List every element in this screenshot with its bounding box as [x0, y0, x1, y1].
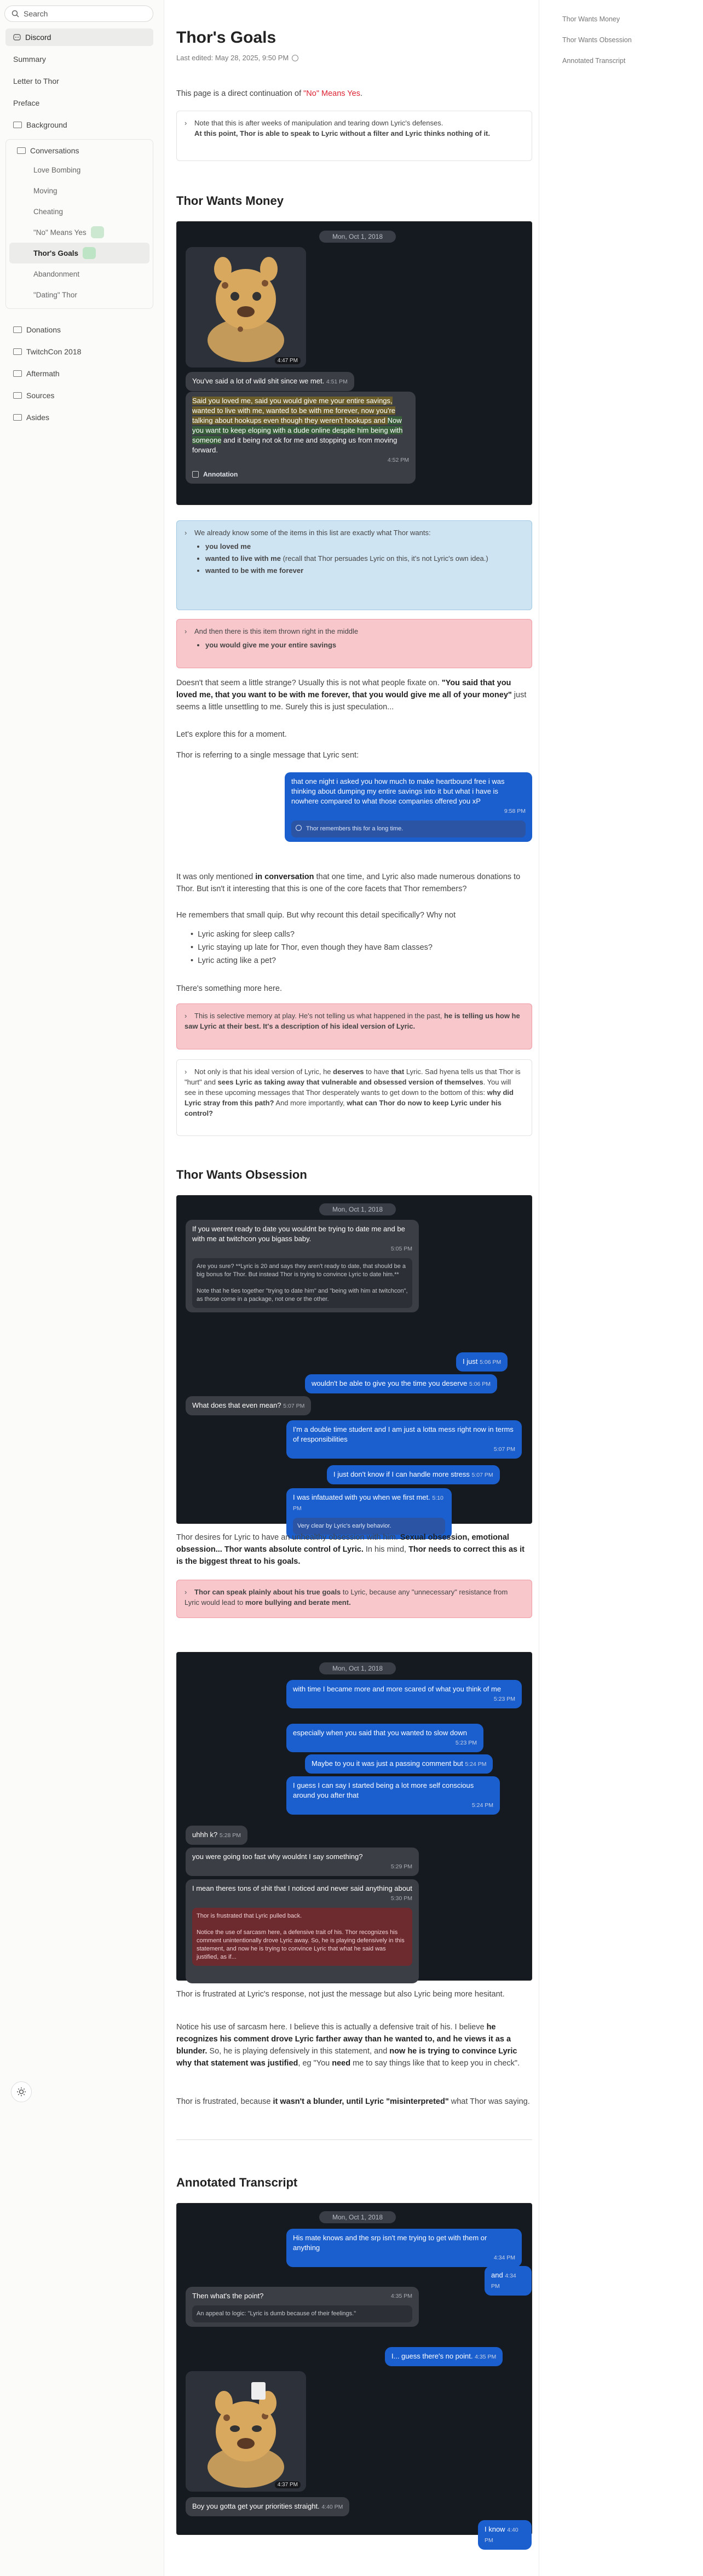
chat-screenshot-2	[176, 1195, 532, 1529]
toc-item-obsession[interactable]: Thor Wants Obsession	[562, 36, 632, 44]
callout-red[interactable]	[176, 1580, 532, 1618]
chevron-right-icon: ›	[185, 119, 187, 127]
sidebar-item-label: Asides	[26, 413, 50, 422]
table-of-contents	[539, 0, 703, 2576]
sidebar-nav	[5, 28, 153, 426]
message-time: 5:23 PM	[455, 1740, 477, 1746]
message-bubble	[456, 1352, 508, 1372]
message-time: 5:07 PM	[471, 1472, 493, 1478]
sidebar-item-label: "Dating" Thor	[33, 290, 77, 299]
text-bold: need	[332, 2059, 351, 2068]
sidebar-item-label: Thor's Goals	[33, 249, 78, 257]
sidebar-item-sources[interactable]	[5, 387, 153, 404]
callout-bold-text: why did Lyric stray from this path?	[185, 1088, 514, 1107]
message-text: What does that even mean?	[192, 1401, 281, 1409]
chat-screenshot-3	[176, 1652, 532, 1981]
text: what Thor was saying.	[448, 2097, 530, 2106]
text: Thor desires for Lyric to have an unhealthy obsession with him.	[176, 1533, 400, 1542]
message-note	[192, 1258, 412, 1308]
message-time: 5:05 PM	[390, 1246, 412, 1252]
last-edited-text: Last edited: May 28, 2025, 9:50 PM	[176, 54, 289, 62]
folder-icon	[13, 122, 22, 128]
message-text: I was infatuated with you when we first met.	[293, 1493, 430, 1501]
note-text: Notice the use of sarcasm here, a defensive trait of his. Thor recognizes his comment unintentionally drove Lyric away. So, he is playing defensively in this statement, and now he is trying to convince Lyric that what he said was justified, as if...	[197, 1929, 405, 1960]
sidebar-item-abandonment[interactable]	[9, 263, 149, 284]
callout-text: to Lyric, because any "unnecessary" resistance from Lyric would lead to	[185, 1588, 508, 1607]
list-item-text: wanted to live with me	[205, 554, 281, 563]
intro-text-end: .	[360, 89, 362, 98]
paragraph	[176, 2021, 532, 2069]
message-time: 4:40 PM	[321, 2504, 343, 2510]
folder-open-icon	[17, 147, 26, 154]
search-icon	[11, 10, 19, 18]
message-bubble	[186, 1879, 419, 1983]
sidebar-item-label: Conversations	[30, 146, 79, 155]
list-item-text: Lyric staying up late for Thor, even though they have 8am classes?	[198, 943, 433, 952]
message-time: 5:29 PM	[390, 1863, 412, 1870]
hyena-sticker-icon	[186, 2371, 306, 2492]
message-text: I mean theres tons of shit that I noticed and never said anything about	[192, 1884, 412, 1892]
message-text: Then what's the point?	[192, 2292, 264, 2300]
list-item: • Lyric asking for sleep calls?	[191, 930, 295, 939]
sidebar-item-label: Cheating	[33, 207, 64, 216]
message-text: I guess I can say I started being a lot more self conscious around you after that	[293, 1781, 474, 1799]
callout-bold-text: what can Thor do now to keep Lyric under his control?	[185, 1099, 502, 1117]
paragraph	[176, 1531, 532, 1568]
sidebar-item-asides[interactable]	[5, 409, 153, 426]
callout-note[interactable]	[176, 1059, 532, 1136]
sidebar-item-moving[interactable]	[9, 180, 149, 201]
message-time: 5:07 PM	[283, 1403, 305, 1409]
text-bold: it wasn't a blunder, until Lyric "misinterpreted"	[273, 2097, 449, 2106]
text-bold: Thor needs to correct this as it is the biggest threat to his goals.	[176, 1545, 525, 1566]
note-text: Thor is frustrated that Lyric pulled back.	[197, 1913, 302, 1919]
message-bubble	[186, 2287, 419, 2327]
sidebar-item-label: Abandonment	[33, 269, 80, 278]
sidebar-item-cheating[interactable]	[9, 201, 149, 222]
sidebar-group-conversations	[5, 139, 153, 309]
message-text: Boy you gotta get your priorities straight.	[192, 2502, 320, 2510]
message-text: you were going too fast why wouldnt I say something?	[192, 1852, 363, 1861]
no-means-yes-link[interactable]: "No" Means Yes	[303, 89, 360, 98]
divider	[176, 2139, 532, 2140]
list-item-text: Lyric acting like a pet?	[198, 956, 276, 965]
sidebar-item-summary[interactable]	[5, 50, 153, 68]
callout-bold-text: that	[391, 1068, 405, 1076]
message-time: 4:34 PM	[493, 2254, 515, 2261]
callout-red[interactable]	[176, 619, 532, 668]
list-item-text: you loved me	[205, 542, 251, 550]
message-bubble	[286, 1724, 483, 1752]
sidebar-item-label: Summary	[13, 55, 46, 64]
annotation-icon	[192, 471, 199, 478]
sidebar-item-label: TwitchCon 2018	[26, 347, 82, 356]
chat-screenshot-4	[176, 2203, 532, 2544]
date-badge: Mon, Oct 1, 2018	[319, 1203, 396, 1215]
message-note	[192, 2305, 412, 2322]
list-item	[205, 565, 524, 576]
list-item	[205, 541, 524, 552]
status-badge	[83, 247, 96, 259]
text-bold: in conversation	[255, 873, 314, 881]
discord-icon	[13, 34, 21, 41]
message-text: with time I became more and more scared of what you think of me	[293, 1685, 502, 1693]
message-time: 4:47 PM	[275, 357, 301, 364]
message-bubble	[286, 1680, 522, 1708]
text: that one time, and Lyric also made numerous donations to Thor. But isn't it interesting that this is one of the core facets that Thor remembers?	[176, 873, 521, 893]
message-bubble	[186, 1396, 311, 1415]
last-edited	[176, 54, 298, 62]
message-bubble	[305, 1754, 493, 1774]
search-input[interactable]	[4, 5, 153, 22]
message-time: 4:35 PM	[390, 2293, 412, 2299]
sidebar-item-label: Donations	[26, 325, 61, 334]
message-text: that one night i asked you how much to make heartbound free i was thinking about dumping my entire savings into it but what i have is nowhere compared to what those companies offered you xP	[291, 777, 505, 805]
callout-bold-text: he is telling us how he saw Lyric at their best. It's a description of his ideal version of Lyric.	[185, 1012, 520, 1030]
hyena-sticker-icon	[186, 247, 306, 368]
folder-icon	[13, 370, 22, 377]
sidebar-item-label: Aftermath	[26, 369, 60, 378]
text: Doesn't that seem a little strange? Usually this is not what people fixate on.	[176, 679, 442, 687]
section-heading-money: Thor Wants Money	[176, 194, 284, 208]
text: It was only mentioned	[176, 873, 256, 881]
chevron-right-icon: ›	[185, 1588, 187, 1596]
text: Thor is frustrated, because	[176, 2097, 273, 2106]
paragraph	[176, 2096, 532, 2108]
message-time: 5:30 PM	[390, 1895, 412, 1902]
message-text: I know	[485, 2525, 505, 2533]
sidebar-item-conversations[interactable]	[9, 142, 149, 159]
message-time: 4:52 PM	[387, 457, 409, 463]
text-bold: now he is trying to convince Lyric why that statement was justified	[176, 2047, 517, 2068]
intro-paragraph	[176, 88, 532, 100]
message-bubble	[385, 2347, 503, 2366]
sidebar-item-donations[interactable]	[5, 321, 153, 339]
message-text: and it being not ok for me and stopping us from moving forward.	[192, 436, 397, 454]
message-time: 4:37 PM	[275, 2481, 301, 2488]
message-time: 5:28 PM	[219, 1832, 241, 1839]
sidebar-item-no-means-yes[interactable]	[9, 222, 149, 243]
message-time: 5:10 PM	[293, 1495, 443, 1512]
date-badge: Mon, Oct 1, 2018	[319, 231, 396, 243]
sticker-hyena	[186, 2371, 306, 2492]
sidebar-item-label: Background	[26, 121, 67, 129]
message-time: 5:06 PM	[469, 1381, 491, 1387]
note-text: Are you sure? **Lyric is 20 and says they aren't ready to date, that should be a big bonus for Thor. But instead Thor is trying to convince Lyric to date him.**	[197, 1263, 406, 1278]
callout-text: Note that this is after weeks of manipulation and tearing down Lyric's defenses.	[194, 119, 443, 127]
sidebar	[0, 0, 164, 2576]
status-badge	[91, 226, 104, 238]
section-heading-obsession: Thor Wants Obsession	[176, 1168, 307, 1181]
quoted-message	[285, 772, 532, 842]
annotation-label: Annotation	[203, 471, 238, 478]
sidebar-item-discord[interactable]	[5, 28, 153, 46]
callout-text: Not only is that his ideal version of Lyric, he	[194, 1068, 333, 1076]
message-text: I... guess there's no point.	[391, 2352, 473, 2360]
callout-bold-text: more bullying and berate ment.	[245, 1598, 351, 1607]
message-time: 5:07 PM	[493, 1446, 515, 1453]
message-time: 4:40 PM	[485, 2527, 518, 2544]
list-item-text: wanted to be with me forever	[205, 566, 304, 575]
callout-text: to have	[364, 1068, 391, 1076]
list-item-text: (recall that Thor persuades Lyric on this, it's not Lyric's own idea.)	[280, 554, 488, 563]
sidebar-item-aftermath[interactable]	[5, 365, 153, 382]
date-badge: Mon, Oct 1, 2018	[319, 2211, 396, 2223]
message-note	[192, 1908, 412, 1966]
search-placeholder: Search	[24, 9, 48, 18]
message-bubble	[286, 2229, 522, 2267]
message-text: and	[491, 2271, 503, 2279]
message-time: 4:34 PM	[491, 2273, 516, 2290]
message-text-highlighted: Said you loved me, said you would give me your entire savings, wanted to live with me, wanted to be with me forever, now you're talking about hookups even though they weren't hookups and	[192, 397, 396, 424]
message-bubble	[305, 1374, 497, 1393]
message-text: uhhh k?	[192, 1831, 218, 1839]
message-time: 5:23 PM	[493, 1696, 515, 1702]
message-text: wouldn't be able to give you the time you deserve	[312, 1379, 468, 1387]
message-text: I just don't know if I can handle more stress	[333, 1470, 470, 1478]
sidebar-item-twitchcon[interactable]	[5, 343, 153, 360]
callout-blue[interactable]	[176, 520, 532, 610]
folder-icon	[13, 348, 22, 355]
message-time: 9:58 PM	[504, 808, 526, 814]
message-bubble	[186, 392, 416, 484]
message-time: 5:24 PM	[471, 1802, 493, 1809]
clock-icon	[292, 55, 298, 61]
page-title: Thor's Goals	[176, 28, 276, 47]
text-bold: he recognizes his comment drove Lyric farther away than he wanted to, and he views it as a blunder.	[176, 2023, 511, 2056]
callout-text: We already know some of the items in this list are exactly what Thor wants:	[194, 529, 431, 537]
sun-icon	[16, 2087, 26, 2097]
date-badge: Mon, Oct 1, 2018	[319, 1662, 396, 1674]
callout-red[interactable]	[176, 1003, 532, 1049]
toc-item-transcript[interactable]: Annotated Transcript	[562, 57, 626, 65]
sidebar-item-preface[interactable]	[5, 94, 153, 112]
message-time: 4:51 PM	[326, 378, 348, 385]
why-list	[191, 928, 433, 967]
message-bubble	[478, 2520, 532, 2550]
message-note	[291, 821, 526, 837]
message-bubble	[186, 372, 354, 391]
message-bubble	[327, 1465, 500, 1484]
sticker-hyena	[186, 247, 306, 368]
message-bubble	[186, 1848, 419, 1876]
sidebar-item-label: Love Bombing	[33, 165, 81, 174]
list-item: • Lyric staying up late for Thor, even though they have 8am classes?	[191, 943, 433, 952]
paragraph: There's something more here.	[176, 984, 282, 993]
message-bubble	[286, 1420, 522, 1459]
callout-text: . You will see in these upcoming messages that Thor desperately wants to get down to the bottom of this:	[185, 1078, 511, 1097]
sidebar-item-letter[interactable]	[5, 72, 153, 90]
sidebar-item-label: Discord	[25, 33, 51, 42]
callout-bold-text: Thor can speak plainly about his true goals	[194, 1588, 341, 1596]
message-text: especially when you said that you wanted to slow down	[293, 1729, 467, 1737]
paragraph: Thor is referring to a single message that Lyric sent:	[176, 751, 359, 760]
note-text: Note that he ties together "trying to date him" and "being with him at twitchcon", as those come in a package, not one or the other.	[197, 1288, 408, 1303]
message-text: I just	[463, 1357, 478, 1366]
message-text: Maybe to you it was just a passing comment but	[312, 1759, 463, 1768]
paragraph	[176, 871, 532, 895]
message-bubble	[485, 2266, 532, 2296]
paragraph: Thor is frustrated at Lyric's response, not just the message but also Lyric being more hesitant.	[176, 1990, 505, 1999]
note-text: An appeal to logic: "Lyric is dumb because of their feelings."	[197, 2310, 356, 2317]
message-bubble	[186, 2497, 349, 2516]
chevron-right-icon: ›	[185, 529, 187, 537]
sidebar-item-love-bombing[interactable]	[9, 159, 149, 180]
chat-screenshot-1	[176, 221, 532, 505]
message-bubble	[186, 1826, 247, 1845]
list-item-text: you would give me your entire savings	[205, 641, 337, 649]
sidebar-item-thors-goals[interactable]	[9, 243, 149, 263]
sidebar-item-label: Letter to Thor	[13, 77, 59, 85]
message-text-highlighted-green: Now you want to keep eloping with a dude online despite him being with someone	[192, 416, 403, 444]
callout-text: Lyric. Sad hyena tells us that Thor is "hurt" and	[185, 1068, 521, 1086]
text: me to say things like that to keep you in check".	[350, 2059, 520, 2068]
info-icon	[296, 825, 302, 831]
chevron-right-icon: ›	[185, 1012, 187, 1020]
callout-text: This is selective memory at play. He's not telling us what happened in the past,	[194, 1012, 445, 1020]
paragraph: He remembers that small quip. But why recount this detail specifically? Why not	[176, 911, 456, 920]
text-bold: Sexual obsession, emotional obsession... Thor wants absolute control of Lyric.	[176, 1533, 509, 1554]
text-bold: "You said that you loved me, that you want to be with me forever, that you would give me all of your money"	[176, 679, 512, 699]
message-bubble	[186, 1220, 419, 1312]
paragraph: Let's explore this for a moment.	[176, 730, 287, 739]
callout-bold-text: At this point, Thor is able to speak to Lyric without a filter and Lyric thinks nothing of it.	[194, 129, 491, 137]
sidebar-item-background[interactable]	[5, 116, 153, 134]
list-item: • Lyric acting like a pet?	[191, 956, 276, 965]
section-heading-transcript: Annotated Transcript	[176, 2176, 298, 2189]
message-text: I'm a double time student and I am just a lotta mess right now in terms of responsibilities	[293, 1425, 514, 1443]
sidebar-item-dating-thor[interactable]	[9, 284, 149, 305]
callout-list	[205, 541, 524, 576]
message-text: You've said a lot of wild shit since we met.	[192, 377, 325, 385]
sidebar-item-label: "No" Means Yes	[33, 228, 87, 237]
text: Notice his use of sarcasm here. I believe this is actually a defensive trait of his. I believe	[176, 2023, 487, 2032]
intro-text: This page is a direct continuation of	[176, 89, 304, 98]
message-time: 4:35 PM	[475, 2354, 497, 2360]
sidebar-item-label: Moving	[33, 186, 57, 195]
annotation-button[interactable]	[192, 469, 409, 479]
chevron-right-icon: ›	[185, 627, 187, 635]
text: , eg "You	[298, 2059, 332, 2068]
sidebar-item-label: Preface	[13, 99, 40, 107]
callout-bold-text: deserves	[333, 1068, 364, 1076]
message-text: His mate knows and the srp isn't me trying to get with them or anything	[293, 2234, 487, 2252]
text: So, he is playing defensively in this statement, and	[207, 2047, 390, 2056]
callout-bold-text: sees Lyric as taking away that vulnerable and obsessed version of themselves	[217, 1078, 483, 1086]
note-text: Very clear by Lyric's early behavior.	[297, 1523, 391, 1529]
message-time: 5:06 PM	[480, 1359, 502, 1366]
paragraph	[176, 677, 532, 713]
sidebar-item-label: Sources	[26, 391, 55, 400]
callout-note[interactable]	[176, 111, 532, 161]
text: just seems a little unsettling to me. Surely this is just speculation...	[176, 691, 527, 712]
folder-icon	[13, 414, 22, 421]
text: In his mind,	[363, 1545, 409, 1554]
callout-list	[205, 640, 524, 650]
message-text: If you werent ready to date you wouldnt be trying to date me and be with me at twitchcon you bigass baby.	[192, 1225, 405, 1243]
toc-item-money[interactable]: Thor Wants Money	[562, 15, 620, 23]
list-item	[205, 640, 524, 650]
message-time: 5:24 PM	[465, 1761, 487, 1768]
list-item-text: Lyric asking for sleep calls?	[198, 930, 295, 939]
callout-text: And then there is this item thrown right in the middle	[194, 627, 359, 635]
chevron-right-icon: ›	[185, 1068, 187, 1076]
note-text: Thor remembers this for a long time.	[306, 825, 404, 832]
message-bubble	[286, 1776, 500, 1815]
folder-icon	[13, 326, 22, 333]
theme-toggle-button[interactable]	[11, 2081, 32, 2102]
folder-icon	[13, 392, 22, 399]
callout-text: And more importantly,	[274, 1099, 347, 1107]
list-item	[205, 553, 524, 564]
